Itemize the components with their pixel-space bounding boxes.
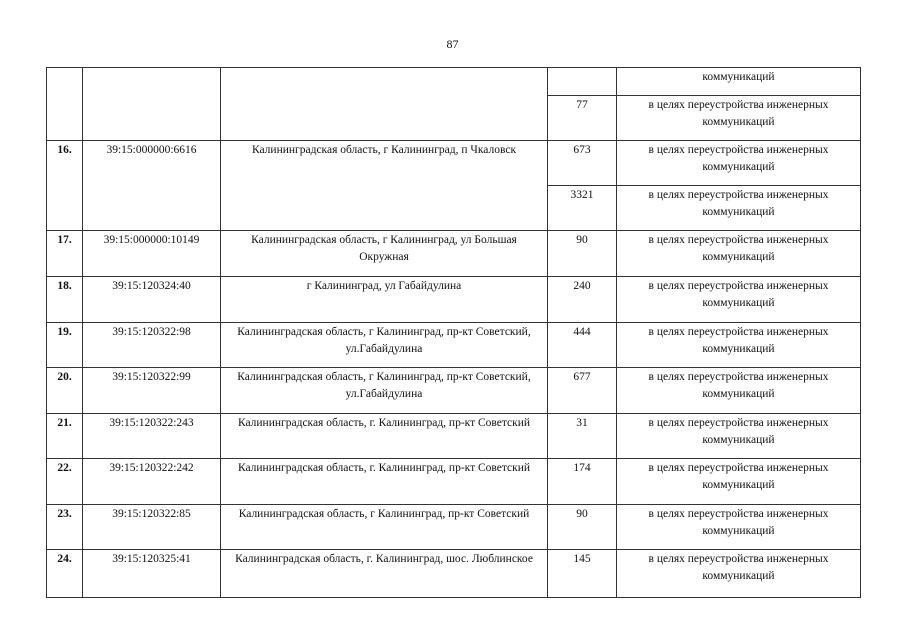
table-row [47, 323, 861, 368]
purpose: в целях переустройства инженерных коммуникаций [617, 231, 861, 277]
area: 673 [548, 141, 617, 186]
row-number: 21. [47, 414, 83, 459]
table-row [47, 277, 861, 323]
area: 77 [548, 96, 617, 141]
cadastral-number: 39:15:120322:98 [83, 323, 221, 368]
area: 677 [548, 368, 617, 414]
row-number: 23. [47, 505, 83, 550]
table-row [47, 368, 861, 414]
purpose: в целях переустройства инженерных коммуникаций [617, 550, 861, 598]
cadastral-number: 39:15:120322:85 [83, 505, 221, 550]
row-number: 19. [47, 323, 83, 368]
cadastral-number: 39:15:120322:242 [83, 459, 221, 505]
table-row [47, 68, 861, 96]
purpose: в целях переустройства инженерных коммуникаций [617, 368, 861, 414]
row-number: 20. [47, 368, 83, 414]
row-number: 18. [47, 277, 83, 323]
cadastral-number: 39:15:120322:243 [83, 414, 221, 459]
purpose: в целях переустройства инженерных коммуникаций [617, 505, 861, 550]
purpose: коммуникаций [617, 68, 861, 96]
address: Калининградская область, г Калининград, пр-кт Советский, ул.Габайдулина [221, 323, 548, 368]
table-row [47, 414, 861, 459]
address: Калининградская область, г. Калининград, шос. Люблинское [221, 550, 548, 598]
address: Калининградская область, г Калининград, пр-кт Советский, ул.Габайдулина [221, 368, 548, 414]
cadastral-number: 39:15:000000:6616 [83, 141, 221, 231]
area: 444 [548, 323, 617, 368]
area: 3321 [548, 186, 617, 231]
purpose: в целях переустройства инженерных коммуникаций [617, 186, 861, 231]
cadastral-number: 39:15:120324:40 [83, 277, 221, 323]
row-number [47, 68, 83, 141]
cadastral-number: 39:15:000000:10149 [83, 231, 221, 277]
address: Калининградская область, г Калининград, ул Большая Окружная [221, 231, 548, 277]
table-row [47, 550, 861, 598]
table-row [47, 231, 861, 277]
address: Калининградская область, г. Калининград, пр-кт Советский [221, 414, 548, 459]
table-row [47, 459, 861, 505]
address: г Калининград, ул Габайдулина [221, 277, 548, 323]
row-number: 24. [47, 550, 83, 598]
area: 174 [548, 459, 617, 505]
purpose: в целях переустройства инженерных коммуникаций [617, 323, 861, 368]
area: 90 [548, 505, 617, 550]
area: 240 [548, 277, 617, 323]
land-plots-table [46, 67, 861, 598]
purpose: в целях переустройства инженерных коммуникаций [617, 96, 861, 141]
address [221, 68, 548, 141]
purpose: в целях переустройства инженерных коммуникаций [617, 277, 861, 323]
page-number: 87 [446, 37, 459, 51]
row-number: 17. [47, 231, 83, 277]
address: Калининградская область, г. Калининград, пр-кт Советский [221, 459, 548, 505]
table-row [47, 505, 861, 550]
address: Калининградская область, г Калининград, пр-кт Советский [221, 505, 548, 550]
address: Калининградская область, г Калининград, п Чкаловск [221, 141, 548, 231]
cadastral-number [83, 68, 221, 141]
area [548, 68, 617, 96]
area: 31 [548, 414, 617, 459]
row-number: 16. [47, 141, 83, 231]
area: 90 [548, 231, 617, 277]
cadastral-number: 39:15:120322:99 [83, 368, 221, 414]
purpose: в целях переустройства инженерных коммуникаций [617, 141, 861, 186]
purpose: в целях переустройства инженерных коммуникаций [617, 414, 861, 459]
table-row [47, 141, 861, 186]
area: 145 [548, 550, 617, 598]
cadastral-number: 39:15:120325:41 [83, 550, 221, 598]
purpose: в целях переустройства инженерных коммуникаций [617, 459, 861, 505]
row-number: 22. [47, 459, 83, 505]
